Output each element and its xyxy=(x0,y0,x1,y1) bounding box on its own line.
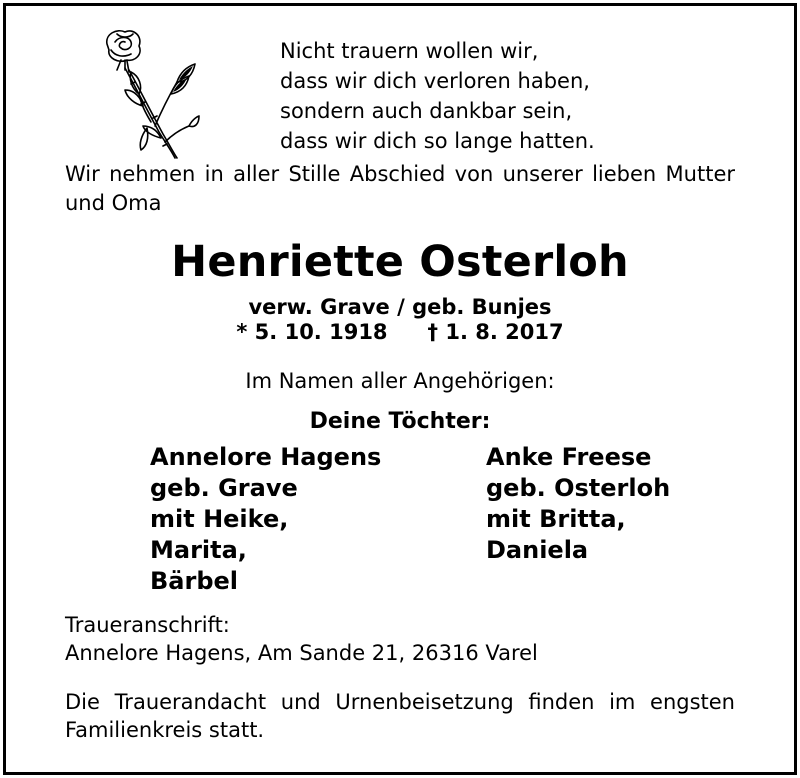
daughter-right-block xyxy=(486,442,670,566)
address-label: Traueranschrift: xyxy=(65,613,230,637)
birth-date: * 5. 10. 1918 xyxy=(236,320,388,344)
daughter-right-line: Daniela xyxy=(486,536,589,564)
rose-icon xyxy=(95,26,200,161)
daughter-left-line: geb. Grave xyxy=(150,474,298,502)
daughter-right-line: Anke Freese xyxy=(486,443,652,471)
daughter-left-line: Annelore Hagens xyxy=(150,443,382,471)
mourning-address xyxy=(65,611,538,667)
daughters-heading: Deine Töchter: xyxy=(309,409,491,434)
poem xyxy=(280,36,595,156)
daughter-right-line: mit Britta, xyxy=(486,505,626,533)
poem-line: Nicht trauern wollen wir, xyxy=(280,39,539,63)
poem-line: sondern auch dankbar sein, xyxy=(280,99,573,123)
deceased-name: Henriette Osterloh xyxy=(171,237,629,287)
daughter-left-line: mit Heike, xyxy=(150,505,289,533)
address-value: Annelore Hagens, Am Sande 21, 26316 Varel xyxy=(65,641,538,665)
poem-line: dass wir dich verloren haben, xyxy=(280,69,590,93)
life-dates xyxy=(0,318,800,346)
poem-line: dass wir dich so lange hatten. xyxy=(280,129,595,153)
daughter-left-line: Bärbel xyxy=(150,567,239,595)
on-behalf-text: Im Namen aller Angehörigen: xyxy=(245,369,555,393)
daughter-right-line: geb. Osterloh xyxy=(486,474,671,502)
deceased-subname: verw. Grave / geb. Bunjes xyxy=(248,295,552,319)
daughter-left-block xyxy=(150,442,381,597)
intro-text: Wir nehmen in aller Stille Abschied von unserer lieben Mutter und Oma xyxy=(65,162,735,215)
death-date: † 1. 8. 2017 xyxy=(427,320,564,344)
daughter-left-line: Marita, xyxy=(150,536,247,564)
ceremony-note: Die Trauerandacht und Urnenbeisetzung finden im engsten Familienkreis statt. xyxy=(65,690,735,742)
